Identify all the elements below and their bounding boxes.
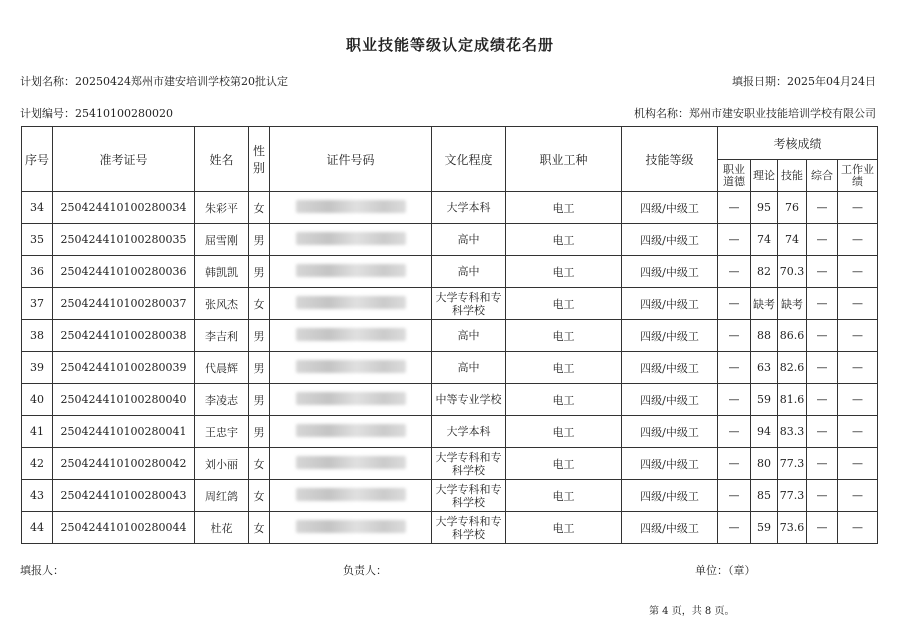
cell-gender: 女	[249, 288, 270, 320]
cell-ticket: 250424410100280041	[53, 416, 195, 448]
cell-job: 电工	[506, 256, 622, 288]
cell-theory: 59	[751, 384, 778, 416]
cell-skill: 缺考	[778, 288, 807, 320]
cell-ethics: —	[718, 448, 751, 480]
cell-ticket: 250424410100280036	[53, 256, 195, 288]
cell-level: 四级/中级工	[622, 224, 718, 256]
unit-stamp-label: 单位：（章）	[695, 564, 756, 577]
cell-name: 李吉利	[195, 320, 249, 352]
header-overall: 综合	[807, 160, 838, 192]
cell-overall: —	[807, 512, 838, 544]
cell-job: 电工	[506, 192, 622, 224]
roster-body	[22, 192, 878, 544]
cell-job: 电工	[506, 480, 622, 512]
cell-skill: 77.3	[778, 480, 807, 512]
cell-overall: —	[807, 480, 838, 512]
cell-ticket: 250424410100280035	[53, 224, 195, 256]
cell-seq: 34	[22, 192, 53, 224]
cell-job: 电工	[506, 320, 622, 352]
header-seq: 序号	[22, 127, 53, 192]
cell-edu: 高中	[432, 224, 506, 256]
cell-gender: 男	[249, 320, 270, 352]
cell-job: 电工	[506, 384, 622, 416]
cell-performance: —	[838, 224, 878, 256]
cell-id-redacted	[270, 480, 432, 512]
filler-label: 填报人：	[20, 564, 64, 577]
table-row	[22, 480, 878, 512]
redacted-id-blur	[296, 328, 406, 341]
cell-id-redacted	[270, 192, 432, 224]
plan-name: 计划名称：20250424郑州市建安培训学校第20批认定	[20, 75, 288, 88]
table-row	[22, 416, 878, 448]
cell-performance: —	[838, 192, 878, 224]
cell-edu: 大学专科和专科学校	[432, 448, 506, 480]
cell-ticket: 250424410100280040	[53, 384, 195, 416]
cell-seq: 42	[22, 448, 53, 480]
redacted-id-blur	[296, 392, 406, 405]
cell-theory: 82	[751, 256, 778, 288]
cell-ethics: —	[718, 352, 751, 384]
cell-ethics: —	[718, 224, 751, 256]
cell-level: 四级/中级工	[622, 448, 718, 480]
cell-edu: 中等专业学校	[432, 384, 506, 416]
cell-theory: 94	[751, 416, 778, 448]
cell-overall: —	[807, 288, 838, 320]
header-score-group: 考核成绩	[718, 127, 878, 160]
cell-theory: 80	[751, 448, 778, 480]
cell-name: 代晨辉	[195, 352, 249, 384]
table-row	[22, 288, 878, 320]
cell-edu: 高中	[432, 320, 506, 352]
cell-name: 杜花	[195, 512, 249, 544]
redacted-id-blur	[296, 424, 406, 437]
table-row	[22, 448, 878, 480]
cell-skill: 76	[778, 192, 807, 224]
cell-ticket: 250424410100280038	[53, 320, 195, 352]
redacted-id-blur	[296, 264, 406, 277]
cell-performance: —	[838, 288, 878, 320]
cell-edu: 高中	[432, 352, 506, 384]
cell-performance: —	[838, 512, 878, 544]
cell-skill: 70.3	[778, 256, 807, 288]
cell-edu: 大学本科	[432, 416, 506, 448]
cell-ethics: —	[718, 480, 751, 512]
cell-level: 四级/中级工	[622, 256, 718, 288]
table-row	[22, 192, 878, 224]
redacted-id-blur	[296, 296, 406, 309]
cell-skill: 83.3	[778, 416, 807, 448]
cell-theory: 85	[751, 480, 778, 512]
organization-name: 机构名称：郑州市建安职业技能培训学校有限公司	[634, 107, 876, 120]
score-roster-table	[21, 126, 878, 544]
cell-seq: 44	[22, 512, 53, 544]
cell-job: 电工	[506, 416, 622, 448]
cell-skill: 86.6	[778, 320, 807, 352]
cell-gender: 男	[249, 256, 270, 288]
cell-name: 李凌志	[195, 384, 249, 416]
plan-number: 计划编号：25410100280020	[20, 107, 173, 120]
cell-id-redacted	[270, 320, 432, 352]
table-row	[22, 224, 878, 256]
redacted-id-blur	[296, 488, 406, 501]
table-row	[22, 320, 878, 352]
cell-job: 电工	[506, 352, 622, 384]
header-ticket: 准考证号	[53, 127, 195, 192]
redacted-id-blur	[296, 520, 406, 533]
cell-ethics: —	[718, 512, 751, 544]
redacted-id-blur	[296, 232, 406, 245]
cell-performance: —	[838, 448, 878, 480]
header-edu: 文化程度	[432, 127, 506, 192]
cell-ticket: 250424410100280034	[53, 192, 195, 224]
cell-theory: 63	[751, 352, 778, 384]
cell-overall: —	[807, 448, 838, 480]
cell-id-redacted	[270, 288, 432, 320]
cell-edu: 大学专科和专科学校	[432, 480, 506, 512]
cell-level: 四级/中级工	[622, 320, 718, 352]
cell-ethics: —	[718, 416, 751, 448]
cell-gender: 女	[249, 192, 270, 224]
cell-ticket: 250424410100280037	[53, 288, 195, 320]
cell-theory: 95	[751, 192, 778, 224]
page-indicator: 第 4 页，共 8 页。	[649, 606, 735, 617]
table-row	[22, 384, 878, 416]
cell-skill: 74	[778, 224, 807, 256]
cell-id-redacted	[270, 256, 432, 288]
cell-seq: 43	[22, 480, 53, 512]
table-row	[22, 256, 878, 288]
header-job: 职业工种	[506, 127, 622, 192]
cell-seq: 36	[22, 256, 53, 288]
cell-name: 韩凯凯	[195, 256, 249, 288]
cell-ethics: —	[718, 192, 751, 224]
cell-ethics: —	[718, 320, 751, 352]
header-id: 证件号码	[270, 127, 432, 192]
cell-skill: 82.6	[778, 352, 807, 384]
cell-performance: —	[838, 480, 878, 512]
cell-id-redacted	[270, 416, 432, 448]
cell-name: 朱彩平	[195, 192, 249, 224]
cell-ticket: 250424410100280039	[53, 352, 195, 384]
cell-name: 周红鸽	[195, 480, 249, 512]
cell-name: 屈雪刚	[195, 224, 249, 256]
cell-ethics: —	[718, 384, 751, 416]
cell-level: 四级/中级工	[622, 288, 718, 320]
cell-ticket: 250424410100280042	[53, 448, 195, 480]
cell-overall: —	[807, 416, 838, 448]
cell-name: 张风杰	[195, 288, 249, 320]
fill-date: 填报日期：2025年04月24日	[732, 75, 876, 88]
cell-overall: —	[807, 352, 838, 384]
cell-overall: —	[807, 384, 838, 416]
cell-gender: 女	[249, 480, 270, 512]
cell-ticket: 250424410100280044	[53, 512, 195, 544]
header-skill: 技能	[778, 160, 807, 192]
header-level: 技能等级	[622, 127, 718, 192]
cell-theory: 88	[751, 320, 778, 352]
cell-skill: 81.6	[778, 384, 807, 416]
header-ethics: 职业道德	[718, 160, 751, 192]
header-name: 姓名	[195, 127, 249, 192]
manager-label: 负责人：	[343, 564, 387, 577]
redacted-id-blur	[296, 456, 406, 469]
cell-overall: —	[807, 320, 838, 352]
cell-seq: 35	[22, 224, 53, 256]
cell-seq: 37	[22, 288, 53, 320]
cell-skill: 73.6	[778, 512, 807, 544]
cell-seq: 39	[22, 352, 53, 384]
cell-job: 电工	[506, 448, 622, 480]
cell-level: 四级/中级工	[622, 352, 718, 384]
cell-edu: 大学专科和专科学校	[432, 288, 506, 320]
cell-ethics: —	[718, 288, 751, 320]
header-gender: 性别	[249, 127, 270, 192]
redacted-id-blur	[296, 360, 406, 373]
cell-id-redacted	[270, 224, 432, 256]
cell-level: 四级/中级工	[622, 192, 718, 224]
cell-edu: 高中	[432, 256, 506, 288]
cell-performance: —	[838, 352, 878, 384]
cell-gender: 女	[249, 512, 270, 544]
cell-theory: 74	[751, 224, 778, 256]
cell-level: 四级/中级工	[622, 416, 718, 448]
cell-gender: 男	[249, 224, 270, 256]
page-title: 职业技能等级认定成绩花名册	[345, 36, 554, 54]
cell-seq: 41	[22, 416, 53, 448]
cell-skill: 77.3	[778, 448, 807, 480]
cell-id-redacted	[270, 384, 432, 416]
cell-job: 电工	[506, 224, 622, 256]
cell-gender: 男	[249, 384, 270, 416]
cell-seq: 38	[22, 320, 53, 352]
cell-gender: 男	[249, 352, 270, 384]
cell-name: 王忠宇	[195, 416, 249, 448]
header-theory: 理论	[751, 160, 778, 192]
cell-level: 四级/中级工	[622, 384, 718, 416]
cell-theory: 缺考	[751, 288, 778, 320]
cell-overall: —	[807, 256, 838, 288]
table-row	[22, 512, 878, 544]
cell-performance: —	[838, 416, 878, 448]
cell-level: 四级/中级工	[622, 512, 718, 544]
cell-ticket: 250424410100280043	[53, 480, 195, 512]
cell-gender: 女	[249, 448, 270, 480]
cell-id-redacted	[270, 352, 432, 384]
cell-performance: —	[838, 320, 878, 352]
table-row	[22, 352, 878, 384]
cell-seq: 40	[22, 384, 53, 416]
cell-level: 四级/中级工	[622, 480, 718, 512]
cell-job: 电工	[506, 288, 622, 320]
cell-id-redacted	[270, 448, 432, 480]
cell-overall: —	[807, 192, 838, 224]
header-performance: 工作业绩	[838, 160, 878, 192]
cell-job: 电工	[506, 512, 622, 544]
cell-id-redacted	[270, 512, 432, 544]
cell-edu: 大学本科	[432, 192, 506, 224]
cell-theory: 59	[751, 512, 778, 544]
cell-gender: 男	[249, 416, 270, 448]
redacted-id-blur	[296, 200, 406, 213]
cell-performance: —	[838, 384, 878, 416]
cell-edu: 大学专科和专科学校	[432, 512, 506, 544]
cell-name: 刘小丽	[195, 448, 249, 480]
cell-performance: —	[838, 256, 878, 288]
cell-overall: —	[807, 224, 838, 256]
cell-ethics: —	[718, 256, 751, 288]
